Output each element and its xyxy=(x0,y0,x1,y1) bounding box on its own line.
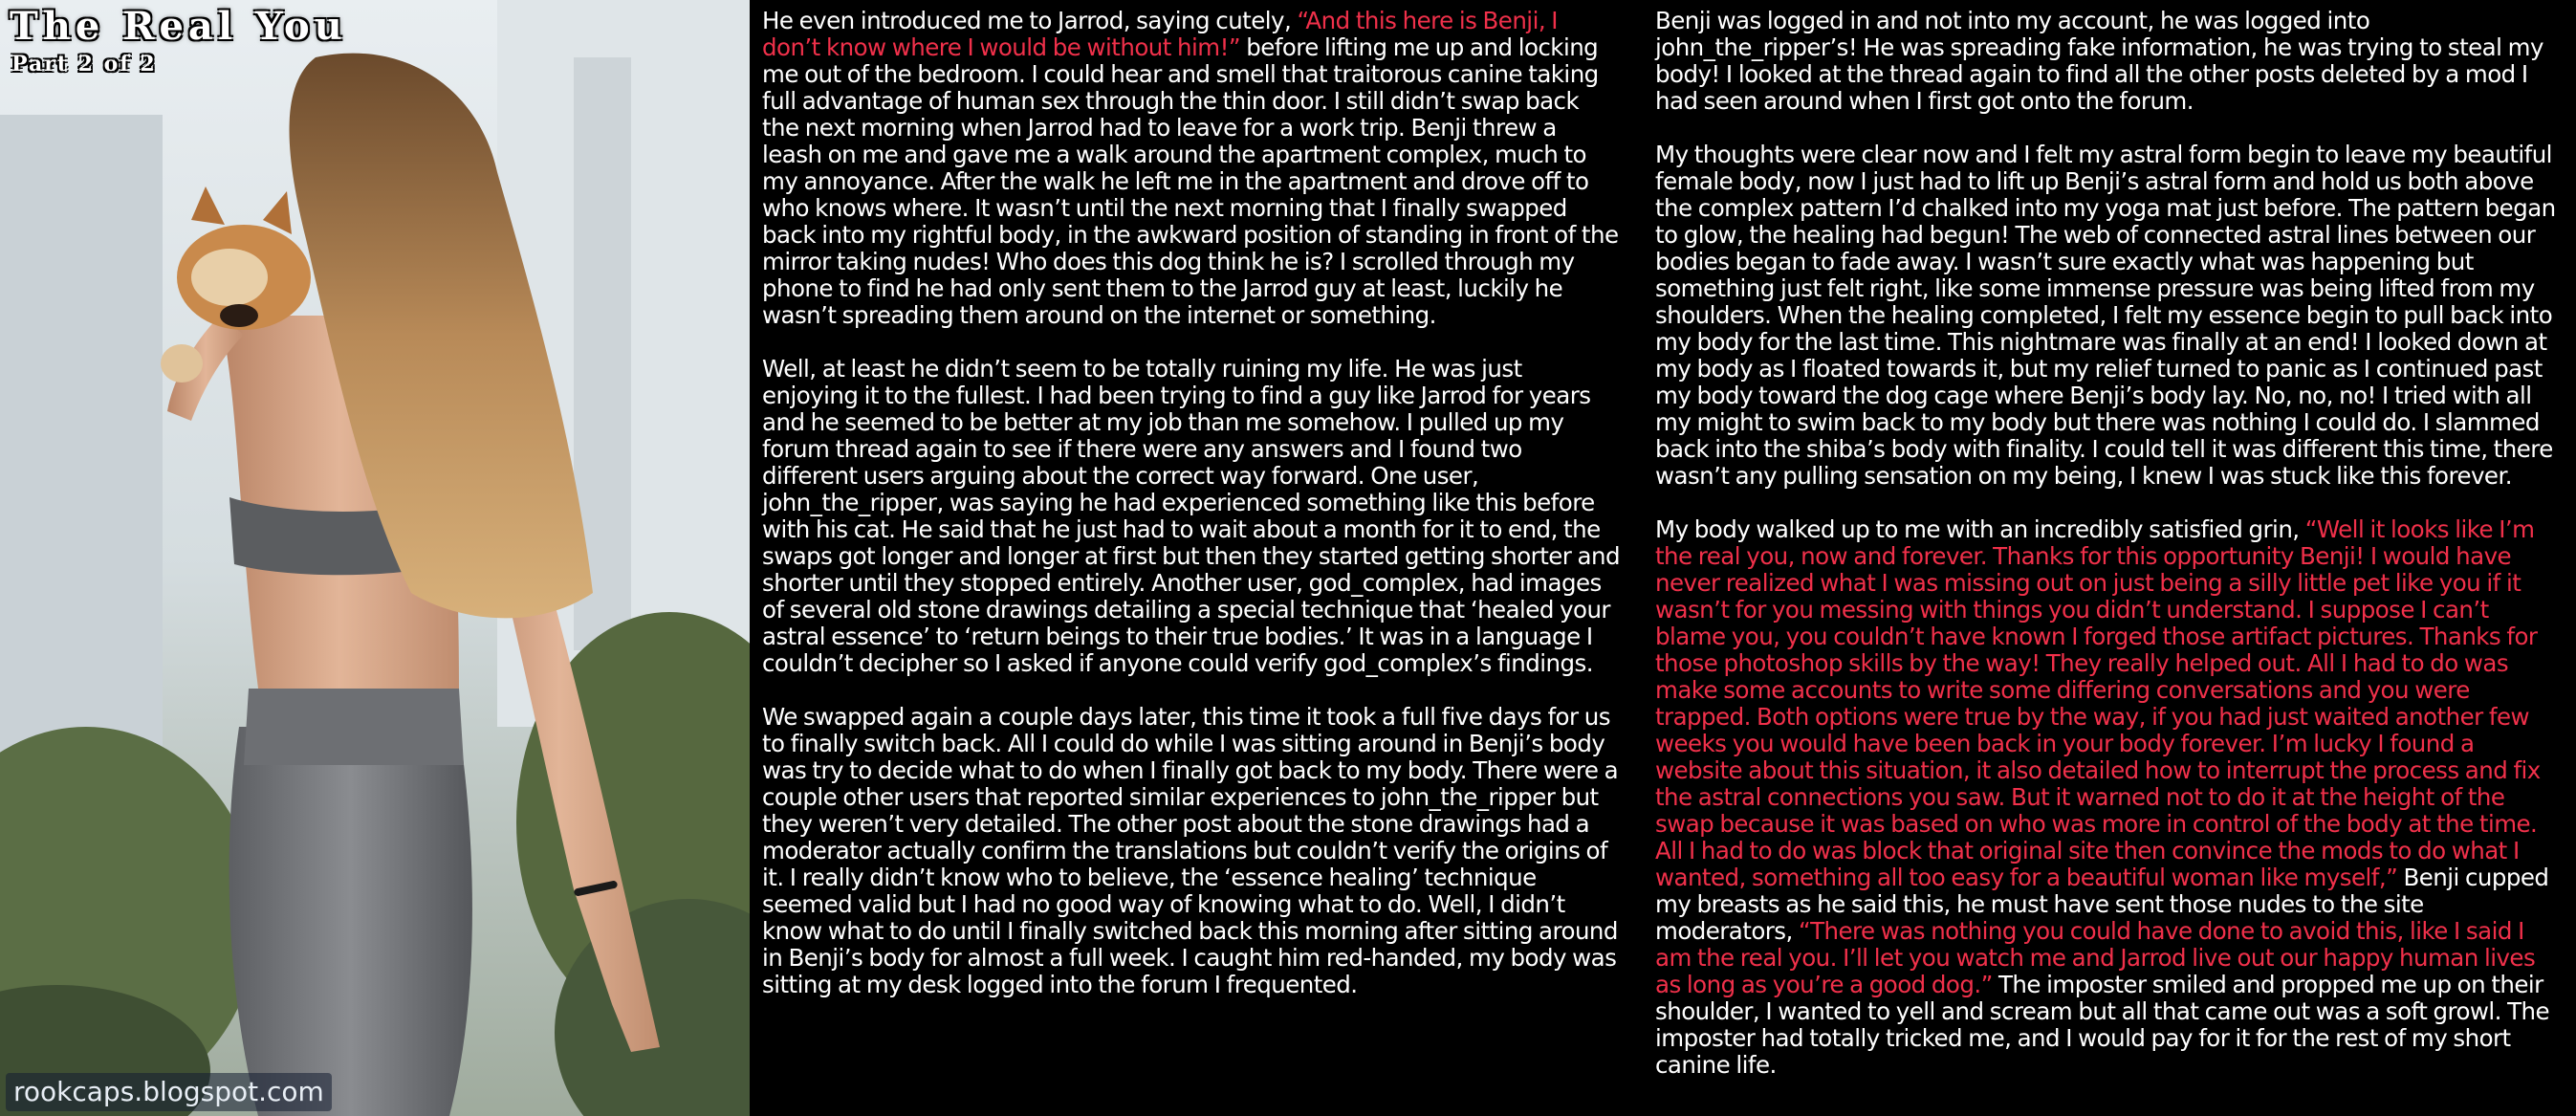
story-paragraph: Well, at least he didn’t seem to be totally ruining my life. He was just enjoying it to the fullest. I had been trying to find a guy like Jarrod for years and he seemed to be better at my job than me somehow. I pulled up my forum thread again to see if there were any answers and I found two different users arguing about the correct way forward. One user, john_the_ripper, was saying he had experienced something like this before with his cat. He said that he just had to wait about a month for it to end, the swaps got longer and longer at first but then they started getting shorter and shorter until they stopped entirely. Another user, god_complex, had images of several old stone drawings detailing a special technique that ‘healed your astral essence’ to ‘return beings to their true bodies.’ It was in a language I couldn’t decipher so I asked if anyone could verify god_complex’s findings. xyxy=(762,355,1620,677)
page-title: The Real You xyxy=(10,4,347,49)
story-column-2 xyxy=(1655,8,2564,1105)
story-column-1 xyxy=(762,8,1621,1025)
photo-illustration xyxy=(0,0,750,1116)
cover-photo xyxy=(0,0,750,1116)
dialogue-quote: “And this here is Benji, I don’t know where I would be without him!” xyxy=(762,7,1558,61)
narration-text: My body walked up to me with an incredibly satisfied grin, xyxy=(1655,515,2305,543)
story-paragraph xyxy=(762,8,1621,329)
page-subtitle: Part 2 of 2 xyxy=(11,52,157,77)
story-paragraph xyxy=(1655,516,2564,1079)
story-paragraph: Benji was logged in and not into my account, he was logged into john_the_ripper’s! He was spreading fake information, he was trying to steal my body! I looked at the thread again to find all the other posts deleted by a mod I had seen around when I first got onto the forum. xyxy=(1655,7,2543,115)
story-paragraph: We swapped again a couple days later, this time it took a full five days for us to finally switch back. All I could do while I was sitting around in Benji’s body was try to decide what to do when I finally got back to my body. There were a couple other users that reported similar experiences to john_the_ripper but they weren’t very detailed. The other post about the stone drawings had a moderator actually confirm the translations but couldn’t verify the origins of it. I really didn’t know who to believe, the ‘essence healing’ technique seemed valid but I had no good way of knowing what to do. Well, I didn’t know what to do until I finally switched back this morning after sitting around in Benji’s body for almost a full week. I caught him red-handed, my body was sitting at my desk logged into the forum I frequented. xyxy=(762,703,1619,998)
narration-text: Benji cupped my breasts as he said this, he must have sent those nudes to the site moderators, xyxy=(1655,864,2549,945)
story-paragraph: My thoughts were clear now and I felt my astral form begin to leave my beautiful female body, now I just had to lift up Benji’s astral form and hold us both above the complex pattern I’d chalked into my yoga mat just before. The pattern began to glow, the healing had begun! The web of connected astral lines between our bodies began to fade away. I wasn’t sure exactly what was happening but something just felt right, like some immense pressure was being lifted from my shoulders. When the healing completed, I felt my essence begin to pull back into my body for the last time. This nightmare was finally at an end! I looked down at my body as I floated towards it, but my relief turned to panic as I continued past my body toward the dog cage where Benji’s body lay. No, no, no! I tried with all my might to swim back to my body but there was nothing I could do. I slammed back into the shiba’s body with finality. I could tell it was different this time, there wasn’t any pulling sensation on my being, I knew I was stuck like this forever. xyxy=(1655,141,2556,490)
narration-text: The imposter smiled and propped me up on their shoulder, I wanted to yell and scream but all that came out was a soft growl. The imposter had totally tricked me, and I would pay for it for the rest of my short canine life. xyxy=(1655,971,2550,1079)
narration-text: He even introduced me to Jarrod, saying cutely, xyxy=(762,7,1298,34)
dialogue-quote: “Well it looks like I’m the real you, now and forever. Thanks for this opportunity Benji! I would have never realized what I was missing out on just being a silly little pet like you if it wasn’t for you messing with things you didn’t understand. I suppose I can’t blame you, you couldn’t have known I forged those artifact pictures. Thanks for those photoshop skills by the way! They really helped out. All I had to do was make some accounts to write some differing conversations and you were trapped. Both options were true by the way, if you had just waited another few weeks you would have been back in your body forever. I’m lucky I found a website about this situation, it also detailed how to interrupt the process and fix the astral connections you saw. But it warned not to do it at the height of the swap because it was based on who was more in control of the body at the time. All I had to do was block that original site then convince the mods to do what I wanted, something all too easy for a beautiful woman like myself,” xyxy=(1655,515,2541,891)
narration-text: before lifting me up and locking me out of the bedroom. I could hear and smell that traitorous canine taking full advantage of human sex through the thin door. I still didn’t swap back the next morning when Jarrod had to leave for a work trip. Benji threw a leash on me and gave me a walk around the apartment complex, much to my annoyance. After the walk he left me in the apartment and drove off to who knows where. It wasn’t until the next morning that I finally swapped back into my rightful body, in the awkward position of standing in front of the mirror taking nudes! Who does this dog think he is? I scrolled through my phone to find he had only sent them to the Jarrod guy at least, luckily he wasn’t spreading them around on the internet or something. xyxy=(762,33,1619,329)
dialogue-quote: “There was nothing you could have done to avoid this, like I said I am the real you. I’ll let you watch me and Jarrod live out our happy human lives as long as you’re a good dog.” xyxy=(1655,917,2536,998)
watermark: rookcaps.blogspot.com xyxy=(6,1073,332,1111)
